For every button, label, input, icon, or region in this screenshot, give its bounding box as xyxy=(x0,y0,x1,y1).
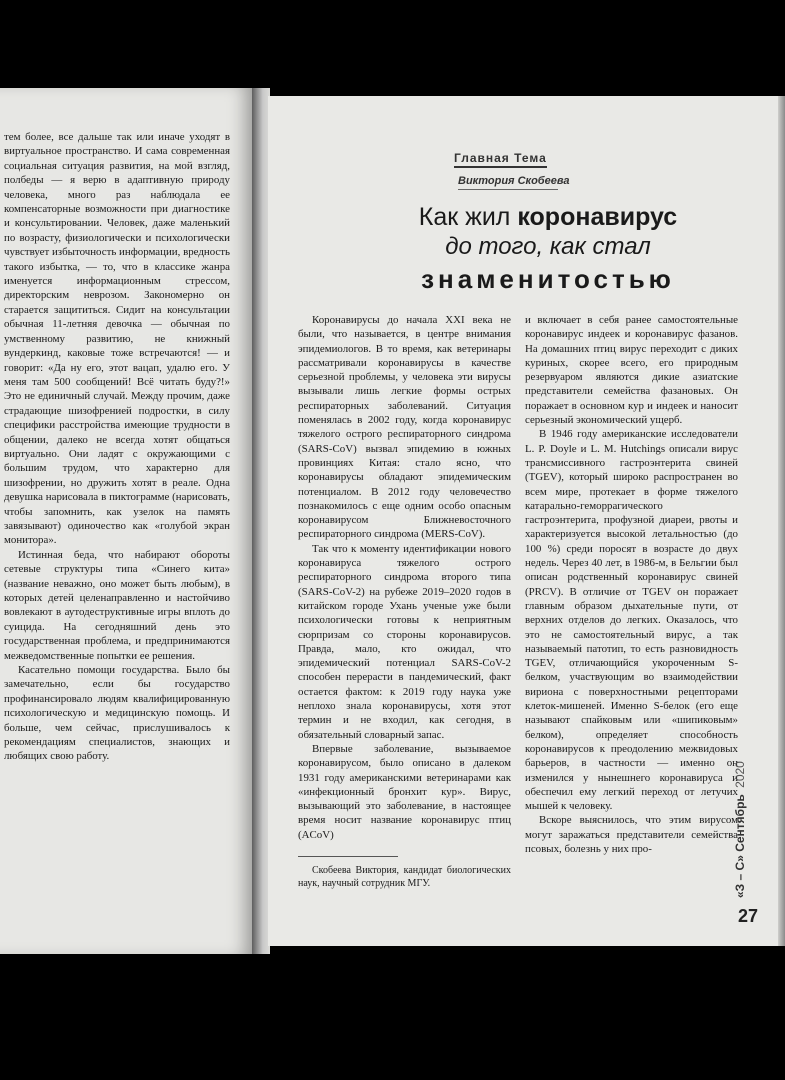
headline-line-3: знаменитостью xyxy=(421,264,675,294)
headline-pre: Как жил xyxy=(418,203,518,231)
article-column-1 xyxy=(298,313,511,842)
article-column-2 xyxy=(525,313,738,856)
issue-month: Сентябрь xyxy=(733,794,747,852)
page-number: 27 xyxy=(738,906,759,926)
article-headline xyxy=(338,202,758,296)
right-page xyxy=(268,96,778,946)
paragraph: тем более, все дальше так или иначе уходят в виртуальное пространство. И сама современная социальная ситуация развития, на мой взгляд, полбеды — я верю в адаптивную природу человека, много раз наблюдала ее компенсаторные возможности при диагностике и консультировании. Человек, даже маленький по возрасту, физиологически и психологически чувствует избыточность информации, вредность такого избытка, — то, что в классике жанра именуется информационным стрессом, директорским неврозом. Закономерно он старается защититься. Сидит на консультации обычная 11-летняя девочка — обычная по умственному развитию, не книжный вундеркинд, каковые тоже встречаются! — и говорит: «Да ну его, этот вацап, удалю его. У меня там 500 сообщений! Всё читать буду?!» Это не единичный случай. Между прочим, даже страдающие шизофренией подростки, в силу специфики расстройства имеющие трудности в общении, далеко не всегда хотят общаться виртуально. Они ладят с окружающими с большим трудом, что характерно для шизофрении, но дружить хотят в реале. Одна девушка нарисовала в пиктограмме (нарисовать, чтобы запомнить, как узелок на память завязывают) одиночество как «голубой экран монитора». xyxy=(4,131,230,547)
paragraph: Касательно помощи государства. Было бы замечательно, если бы государство профинансировало людям квалифицированную психологическую и медицинскую помощь. И больше, чем сейчас, прислушивалось к рекомендациям специалистов, знающих и любящих свою работу. xyxy=(4,664,230,763)
headline-line-1 xyxy=(338,202,758,232)
paragraph: В 1946 году американские исследователи L. P. Doyle и L. M. Hutchings описали вирус трансмиссивного гастроэнтерита свиней (TGEV), который широко распространен во всем мире, протекает в форме тяжелого катарально-геморрагического гастроэнтерита, профузной диареи, рвоты и характеризуется высокой летальностью (до 100 %) среди поросят в возрасте до двух недель. Через 40 лет, в 1986-м, в Бельгии был описан родственный коронавирус свиней (PRCV). В отличие от TGEV он поражает главным образом дыхательные пути, от верхних отделов до легких. Оказалось, что это не самостоятельный вирус, а так называемый патотип, то есть разновидность TGEV, отличающийся укороченным S-белком, участвующим во взаимодействии вириона с поверхностными рецепторами клеток-мишеней. Именно S-белок (его еще называют спайковым или «шипиковым» белком), определяет способность коронавирусов к преодолению межвидовых барьеров, в частности — именно он изменился у нынешнего коронавируса и обеспечил ему легкий переход от летучих мышей к человеку. xyxy=(525,428,738,813)
paragraph: и включает в себя ранее самостоятельные коронавирус индеек и коронавирус фазанов. На домашних птиц вирус переходит с диких куриных, скорее всего, его природным резервуаром являются дикие азиатские представители семейства фазановых. Он поражает в основном кур и индеек и наносит серьезный экономический ущерб. xyxy=(525,314,738,427)
section-tag: Главная Тема xyxy=(454,151,547,168)
left-page-column xyxy=(4,130,230,764)
author-footnote: Скобеева Виктория, кандидат биологических наук, научный сотрудник МГУ. xyxy=(298,865,511,889)
author-underline xyxy=(458,189,558,190)
issue-year: 2020 xyxy=(733,761,747,788)
headline-line-2: до того, как стал xyxy=(445,233,651,260)
paragraph: Коронавирусы до начала XXI века не были, что называется, в центре внимания эпидемиологов. В то время, как ветеринары рассматривали коронавирусы в качестве серьезной проблемы, у человека эти вирусы вызывали лишь легкие формы острых респираторных заболеваний. Ситуация поменялась в 2002 году, когда коронавирус тяжелого острого респираторного синдрома (SARS-CoV) вызвал эпидемию в южных провинциях Китая: стало ясно, что коронавирусы обладают эпидемическим потенциалом. В 2012 году человечество познакомилось с еще одним особо опасным коронавирусом Ближневосточного респираторного синдрома (MERS-CoV). xyxy=(298,314,511,541)
paragraph: Истинная беда, что набирают обороты сетевые структуры типа «Синего кита» (название неважно, оно может быть любым), в которых детей целенаправленно и настойчиво вовлекают в аутодеструктивные игры вплоть до суицида. На сегодняшний день это государственная проблема, и предпринимаются межведомственные попытки ее решения. xyxy=(4,548,230,662)
magazine-name: «З – С» xyxy=(733,855,747,898)
footnote-rule xyxy=(298,856,398,857)
page-edge xyxy=(778,96,785,946)
headline-bold: коронавирус xyxy=(517,203,678,231)
left-page xyxy=(0,88,252,954)
paragraph: Впервые заболевание, вызываемое коронавирусом, было описано в далеком 1931 году американскими ветеринарами как «инфекционный бронхит кур». Вирус, вызывающий это заболевание, в настоящее время носит название коронавирус птиц (ACoV) xyxy=(298,742,511,841)
issue-caption xyxy=(733,761,749,898)
paragraph: Вскоре выяснилось, что этим вирусом могут заражаться представители семейства псовых, болезнь у них про- xyxy=(525,814,738,855)
author-name: Виктория Скобеева xyxy=(458,175,570,187)
paragraph: Так что к моменту идентификации нового коронавируса тяжелого острого респираторного синдрома второго типа (SARS-CoV-2) на рубеже 2019–2020 годов в китайском городе Ухань ученые уже были психологически готовы к неприятным сюрпризам со стороны коронавирусов. Правда, мало, кто ожидал, что эпидемический потенциал SARS-CoV-2 способен перерасти в пандемический, факт остается фактом: к 2019 году наука уже неплохо знала коронавирусы, хотя этот термин и не входил, как сегодня, в обязательный словарный запас. xyxy=(298,542,511,741)
